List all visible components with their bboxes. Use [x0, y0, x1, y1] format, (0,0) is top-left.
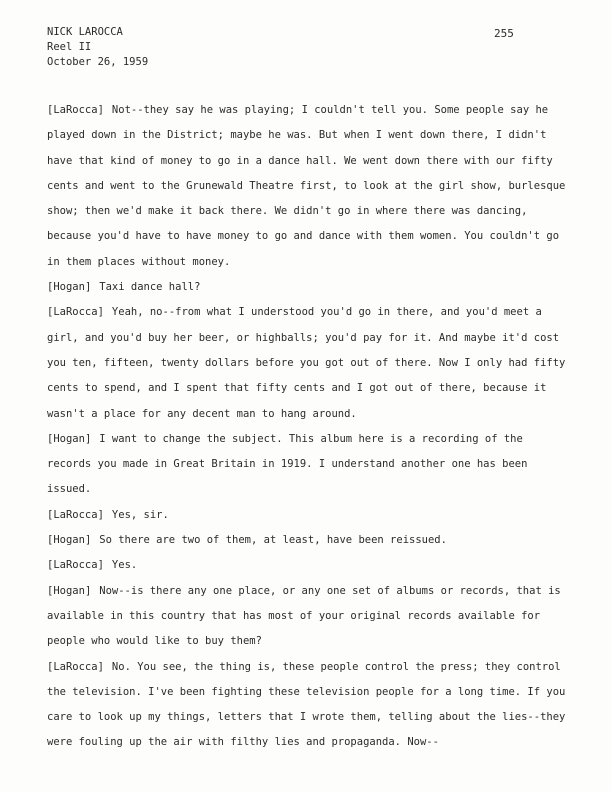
speech-text: Now--is there any one place, or any one set of albums or records, that is available in this country that has most of your original records available for people who would like to buy them?: [47, 584, 561, 648]
transcript-turn: [47, 300, 567, 426]
speech-text: So there are two of them, at least, have been reissued.: [99, 534, 447, 547]
reel-number: Reel II: [47, 41, 92, 53]
transcript-turn: [47, 427, 567, 503]
speaker-label: [ LaRocca ]: [47, 104, 112, 116]
transcript-turn: [47, 503, 567, 528]
speech-text: Taxi dance hall?: [99, 281, 201, 294]
transcript-turn: [47, 553, 567, 578]
speech-text: Yes, sir.: [111, 508, 169, 521]
speech-text: Yeah, no--from what I understood you'd go in there, and you'd meet a girl, and you'd buy her beer, or highballs; you'd pay for it. And maybe it'd cost you ten, fifteen, twenty dollars before you got out of there. Now I only had fifty cents to spend, and I spent that fifty cents and I got out of there, because it wasn't a place for any decent man to hang around.: [47, 306, 566, 420]
transcript-turn: [47, 655, 567, 756]
speaker-label: [ Hogan ]: [47, 585, 99, 597]
speech-text: I want to change the subject. This album here is a recording of the records you made in Great Britain in 1919. I understand another one has been issued.: [47, 432, 528, 496]
speaker-label: [ LaRocca ]: [47, 306, 112, 318]
speaker-label: [ Hogan ]: [47, 281, 99, 293]
page-number: 255: [494, 27, 514, 40]
speech-text: Not--they say he was playing; I couldn't tell you. Some people say he played down in the District; maybe he was. But when I went down there, I didn't have that kind of money to go in a dance hall. We went down there with our fifty cents and went to the Grunewald Theatre first, to look at the girl show, burlesque show; then we'd make it back there. We didn't go in where there was dancing, because you'd have to have money to go and dance with them women. You couldn't go in them places without money.: [47, 104, 566, 268]
transcript-turn: [47, 528, 567, 553]
speaker-label: [ LaRocca ]: [47, 509, 112, 521]
speaker-label: [ LaRocca ]: [47, 661, 112, 673]
speaker-label: [ LaRocca ]: [47, 559, 112, 571]
transcript-body: [47, 98, 567, 756]
document-header: [47, 25, 148, 70]
speaker-label: [ Hogan ]: [47, 433, 99, 445]
interview-date: October 26, 1959: [47, 56, 149, 68]
speech-text: No. You see, the thing is, these people control the press; they control the television. I've been fighting these television people for a long time. If you care to look up my things, letters that I wrote them, telling about the lies--they were fouling up the air with filthy lies and propaganda. Now--: [47, 660, 566, 749]
speaker-label: [ Hogan ]: [47, 534, 99, 546]
interviewee-name: NICK LAROCCA: [47, 26, 123, 38]
transcript-turn: [47, 98, 567, 275]
transcript-turn: [47, 275, 567, 300]
speech-text: Yes.: [111, 559, 138, 572]
transcript-turn: [47, 579, 567, 655]
